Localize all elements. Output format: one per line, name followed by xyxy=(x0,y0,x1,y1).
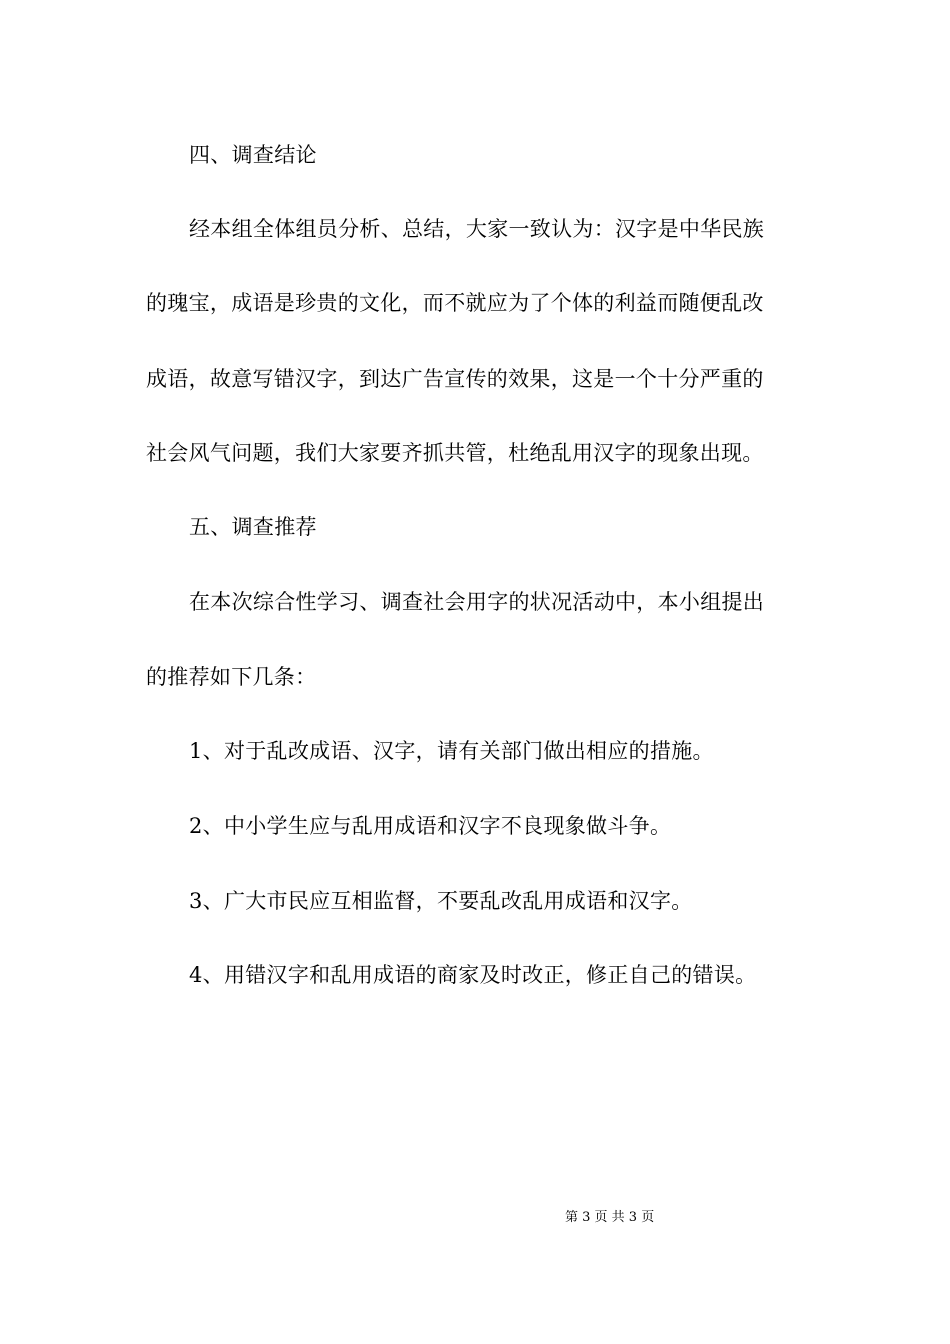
section-5-heading: 五、调查推荐 xyxy=(189,515,317,539)
section-4-paragraph-line-2: 的瑰宝，成语是珍贵的文化，而不就应为了个体的利益而随便乱改 xyxy=(146,291,764,315)
section-4-heading: 四、调查结论 xyxy=(189,143,317,167)
recommendation-item-1: 1、对于乱改成语、汉字，请有关部门做出相应的措施。 xyxy=(189,739,714,763)
section-4-paragraph-line-3: 成语，故意写错汉字，到达广告宣传的效果，这是一个十分严重的 xyxy=(146,367,764,391)
section-4-paragraph-line-4: 社会风气问题，我们大家要齐抓共管，杜绝乱用汉字的现象出现。 xyxy=(146,441,764,465)
section-5-intro-line-1: 在本次综合性学习、调查社会用字的状况活动中，本小组提出 xyxy=(189,590,765,614)
section-4-paragraph-line-1: 经本组全体组员分析、总结，大家一致认为：汉字是中华民族 xyxy=(189,217,765,241)
section-5-intro-line-2: 的推荐如下几条： xyxy=(146,665,317,689)
recommendation-item-4: 4、用错汉字和乱用成语的商家及时改正，修正自己的错误。 xyxy=(189,963,757,987)
page-number-footer: 第 3 页 共 3 页 xyxy=(565,1210,655,1225)
recommendation-item-2: 2、中小学生应与乱用成语和汉字不良现象做斗争。 xyxy=(189,814,672,838)
recommendation-item-3: 3、广大市民应互相监督，不要乱改乱用成语和汉字。 xyxy=(189,889,693,913)
